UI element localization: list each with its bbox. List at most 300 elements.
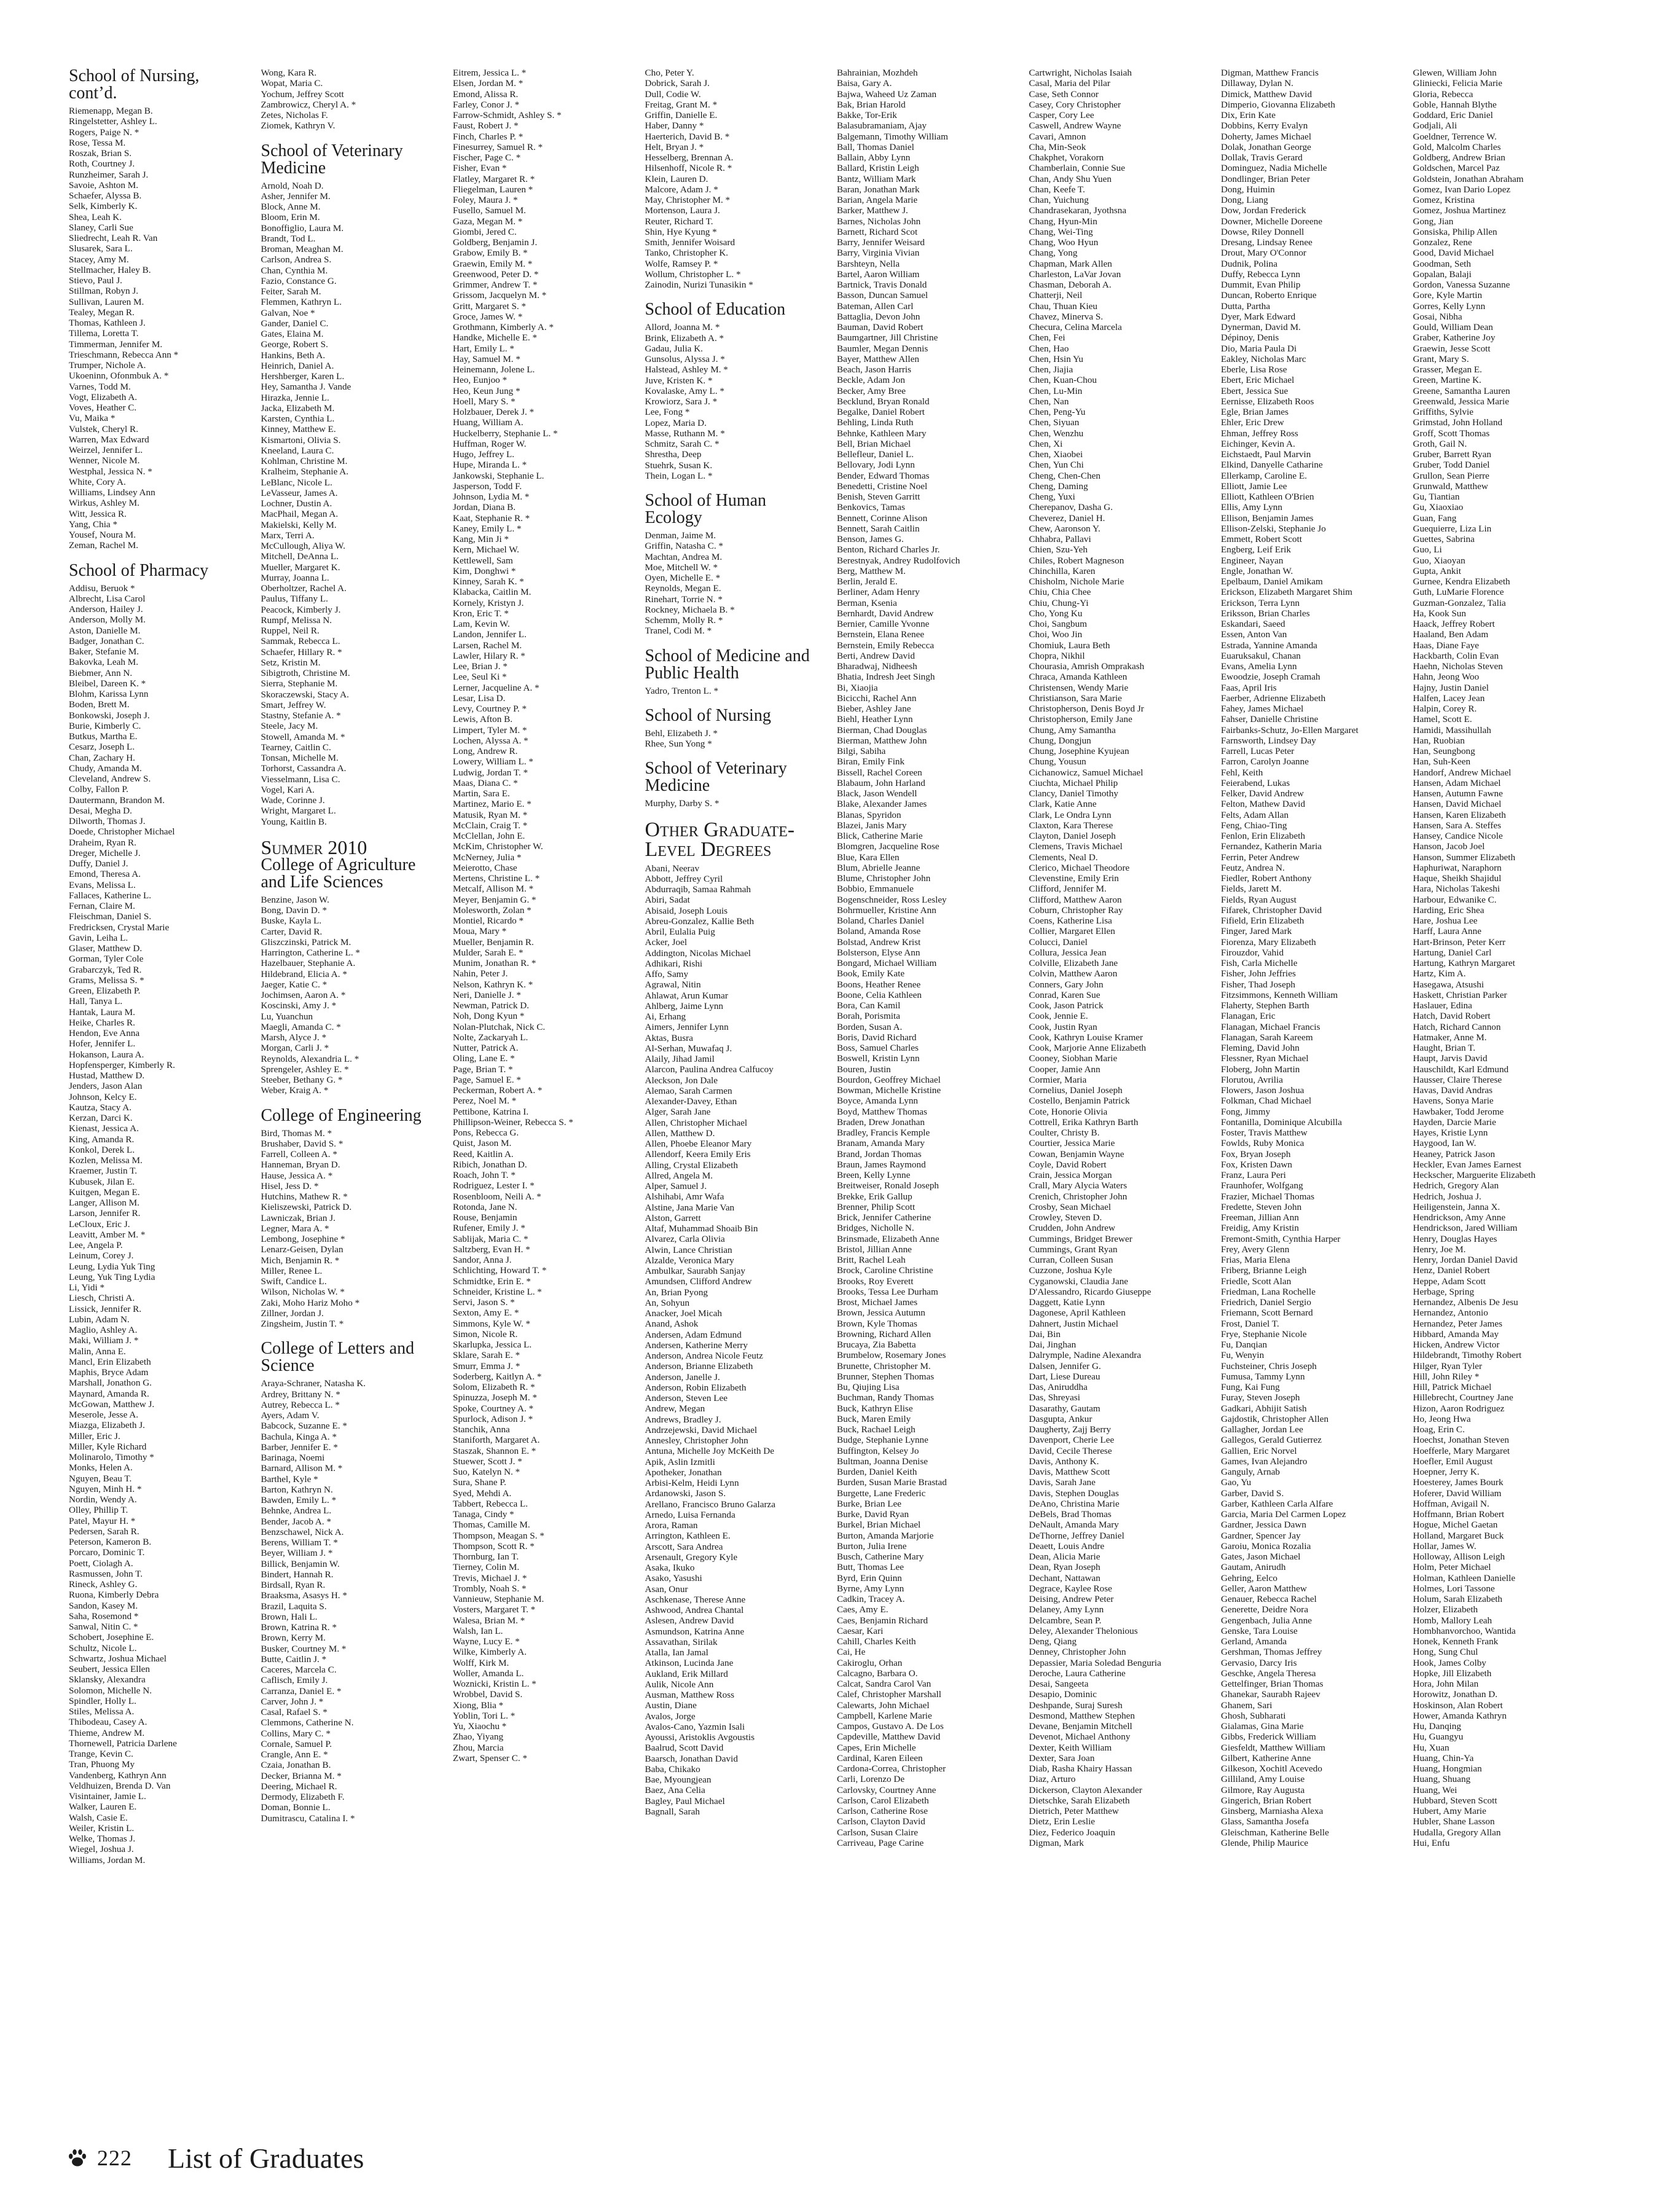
graduate-name: Tanko, Christopher K.: [645, 248, 729, 259]
graduate-name: Nelson, Kathryn K. *: [453, 979, 533, 990]
graduate-name: Brooks, Roy Everett: [837, 1276, 914, 1287]
graduate-name: Crowley, Steven D.: [1029, 1212, 1102, 1223]
graduate-name: Berti, Andrew David: [837, 650, 915, 661]
graduate-name: Hoag, Erin C.: [1413, 1424, 1465, 1435]
graduate-name: Dasgupta, Ankur: [1029, 1413, 1092, 1424]
graduate-name: Pettibone, Katrina I.: [453, 1106, 529, 1117]
graduate-name: Hustad, Matthew D.: [69, 1070, 145, 1081]
school-section: [1029, 68, 1209, 1848]
graduate-name: Book, Emily Kate: [837, 968, 905, 979]
graduate-name: Cheverez, Daniel H.: [1029, 512, 1105, 524]
graduate-name: Reuter, Richard T.: [645, 216, 713, 227]
graduate-name: Becklund, Bryan Ronald: [837, 396, 930, 407]
graduate-name: Bieber, Ashley Jane: [837, 704, 911, 714]
graduate-name: Cyganowski, Claudia Jane: [1029, 1276, 1129, 1287]
graduate-name: Chinchilla, Karen: [1029, 565, 1096, 576]
graduate-name: Chapman, Mark Allen: [1029, 258, 1112, 269]
graduate-name: Huang, Wei: [1413, 1784, 1457, 1795]
graduate-name: Coburn, Christopher Ray: [1029, 904, 1123, 916]
graduate-name: Friedrich, Daniel Sergio: [1221, 1297, 1311, 1308]
graduate-name: Christopherson, Denis Boyd Jr: [1029, 704, 1144, 714]
graduate-name: Ambulkar, Saurabh Sanjay: [645, 1266, 745, 1276]
graduate-name: Addington, Nicolas Michael: [645, 947, 751, 959]
graduate-name: Aukland, Erik Millard: [645, 1668, 728, 1679]
graduate-name: Rufener, Emily J. *: [453, 1223, 525, 1234]
graduate-name: Baran, Jonathan Mark: [837, 184, 920, 195]
graduate-name: McNerney, Julia *: [453, 852, 522, 863]
graduate-name: Grabarczyk, Ted R.: [69, 964, 142, 975]
graduate-name: Thornburg, Ian T.: [453, 1551, 519, 1562]
graduate-name: Geller, Aaron Matthew: [1221, 1583, 1307, 1594]
graduate-name: Cheng, Daming: [1029, 480, 1088, 492]
graduate-name: Bender, Edward Thomas: [837, 470, 930, 481]
graduate-name: Gould, William Dean: [1413, 322, 1493, 332]
graduate-column: [69, 68, 249, 2129]
graduate-name: Nahin, Peter J.: [453, 968, 508, 979]
graduate-name: Eichinger, Kevin A.: [1221, 438, 1295, 449]
graduate-name: Crosby, Sean Michael: [1029, 1201, 1112, 1212]
graduate-name: Flanagan, Michael Francis: [1221, 1021, 1320, 1032]
graduate-name: Timmerman, Jennifer M.: [69, 339, 163, 350]
graduate-name: Young, Kaitlin B.: [261, 816, 327, 827]
graduate-name: Wopat, Maria C.: [261, 78, 323, 89]
graduate-name: Hu, Xuan: [1413, 1742, 1449, 1753]
graduate-name: Affo, Samy: [645, 969, 689, 979]
graduate-name: Dynerman, David M.: [1221, 322, 1301, 332]
graduate-name: Fenlon, Erin Elizabeth: [1221, 831, 1306, 841]
graduate-name: Dreger, Michelle J.: [69, 847, 141, 858]
graduate-name: Devenot, Michael Anthony: [1029, 1732, 1131, 1743]
graduate-name: Lubin, Adam N.: [69, 1314, 130, 1325]
graduate-name: Rouse, Benjamin: [453, 1212, 517, 1223]
graduate-name: Ghanem, Sari: [1221, 1700, 1273, 1711]
graduate-name: Fazio, Constance G.: [261, 275, 337, 286]
graduate-name: Geschke, Angela Theresa: [1221, 1668, 1316, 1679]
graduate-name: Hazelbauer, Stephanie A.: [261, 958, 356, 969]
graduate-name: Altaf, Muhammad Shoaib Bin: [645, 1223, 758, 1234]
graduate-name: Deshpande, Suraj Suresh: [1029, 1700, 1123, 1711]
graduate-name: Eakley, Nicholas Marc: [1221, 353, 1306, 364]
graduate-name: Calcagno, Barbara O.: [837, 1668, 918, 1679]
graduate-name: Bellefleur, Daniel L.: [837, 449, 914, 460]
graduate-name: Shin, Hye Kyung *: [645, 226, 717, 237]
graduate-name: Hildebrandt, Timothy Robert: [1413, 1350, 1522, 1361]
graduate-name: Dobbins, Kerry Evalyn: [1221, 120, 1308, 131]
graduate-name: Gavin, Leiha L.: [69, 932, 128, 943]
graduate-name: Chien, Szu-Yeh: [1029, 544, 1088, 555]
graduate-name: Collier, Margaret Ellen: [1029, 926, 1115, 937]
graduate-name: Chamberlain, Connie Sue: [1029, 163, 1125, 174]
graduate-name: Alzalde, Veronica Mary: [645, 1255, 734, 1266]
graduate-name: Alwin, Lance Christian: [645, 1244, 732, 1255]
graduate-name: Alling, Crystal Elizabeth: [645, 1159, 738, 1171]
graduate-name: Soderberg, Kaitlyn A. *: [453, 1371, 542, 1382]
graduate-name: Bierman, Chad Douglas: [837, 724, 927, 735]
graduate-name: Haehn, Nicholas Steven: [1413, 661, 1503, 672]
graduate-name: Torhorst, Cassandra A.: [261, 763, 347, 774]
graduate-name: Smart, Jeffrey W.: [261, 699, 326, 710]
graduate-name: DeBels, Brad Thomas: [1029, 1509, 1112, 1520]
graduate-name: Murphy, Darby S. *: [645, 798, 720, 809]
graduate-name: Bradley, Francis Kemple: [837, 1128, 930, 1138]
graduate-name: Bridges, Nicholle N.: [837, 1223, 914, 1234]
graduate-name: Dexter, Keith William: [1029, 1742, 1112, 1753]
graduate-name: Cleveland, Andrew S.: [69, 774, 151, 784]
graduate-name: Tearney, Caitlin C.: [261, 742, 331, 753]
graduate-name: LeCloux, Eric J.: [69, 1218, 130, 1230]
graduate-name: Homb, Mallory Leah: [1413, 1615, 1492, 1626]
section-heading: [69, 562, 249, 579]
graduate-name: Zeman, Rachel M.: [69, 540, 139, 551]
graduate-name: Fontanilla, Dominique Alcubilla: [1221, 1116, 1342, 1128]
graduate-name: Daugherty, Zajj Berry: [1029, 1424, 1112, 1435]
graduate-name: Fitzsimmons, Kenneth William: [1221, 989, 1338, 1000]
graduate-name: Dechant, Nattawan: [1029, 1572, 1100, 1583]
graduate-name: Adhikari, Rishi: [645, 958, 703, 969]
school-section: [645, 820, 825, 1818]
graduate-name: Hoffmann, Brian Robert: [1413, 1509, 1505, 1520]
graduate-name: Hernandez, Peter James: [1413, 1318, 1502, 1329]
graduate-name: Meyer, Benjamin G. *: [453, 894, 536, 905]
graduate-name: Page, Samuel E. *: [453, 1074, 521, 1085]
graduate-name: Holland, Margaret Buck: [1413, 1530, 1504, 1541]
graduate-name: Zillner, Jordan J.: [261, 1308, 324, 1319]
graduate-name: Trombly, Noah S. *: [453, 1583, 527, 1594]
graduate-name: Chen, Hsin Yu: [1029, 353, 1083, 364]
graduate-name: Andrews, Bradley J.: [645, 1414, 721, 1425]
graduate-name: Kovalaske, Amy L. *: [645, 385, 724, 396]
graduate-name: Chraca, Amanda Kathleen: [1029, 672, 1128, 683]
graduate-name: Dexter, Sara Joan: [1029, 1752, 1095, 1763]
graduate-name: Hernandez, Antonio: [1413, 1308, 1488, 1319]
graduate-name: Duffy, Rebecca Lynn: [1221, 269, 1301, 280]
graduate-name: Hart, Emily L. *: [453, 343, 514, 354]
graduate-name: Gialamas, Gina Marie: [1221, 1721, 1304, 1732]
school-heading: School of Nursing: [645, 705, 771, 725]
graduate-name: Andersen, Katherine Merry: [645, 1339, 748, 1351]
graduate-name: Patel, Mayur H. *: [69, 1515, 136, 1526]
graduate-name: Chan, Yuichung: [1029, 195, 1089, 205]
graduate-name: Noh, Dong Kyun *: [453, 1011, 525, 1022]
graduate-name: Burgette, Lane Frederic: [837, 1488, 926, 1499]
graduate-name: Spurlock, Adison J. *: [453, 1413, 533, 1424]
graduate-name: Fox, Bryan Joseph: [1221, 1148, 1291, 1159]
graduate-name: Butt, Thomas Lee: [837, 1562, 904, 1573]
graduate-name: Dio, Maria Paula Di: [1221, 343, 1297, 354]
graduate-name: Harrington, Catherine L. *: [261, 947, 361, 958]
graduate-name: Friedle, Scott Alan: [1221, 1276, 1292, 1287]
graduate-name: Christianson, Sara Marie: [1029, 692, 1122, 704]
graduate-name: Boris, David Richard: [837, 1032, 917, 1043]
graduate-name: Brost, Michael James: [837, 1297, 918, 1308]
graduate-name: Desmond, Matthew Stephen: [1029, 1710, 1135, 1721]
graduate-name: Black, Jason Wendell: [837, 788, 917, 799]
graduate-name: Marx, Terri A.: [261, 530, 315, 541]
graduate-name: Gore, Kyle Martin: [1413, 290, 1483, 301]
graduate-name: Chudy, Amanda M.: [69, 763, 142, 774]
graduate-name: Grimstad, John Holland: [1413, 417, 1503, 428]
graduate-name: Hartung, Kathryn Margaret: [1413, 958, 1515, 968]
graduate-name: Li, Yidi *: [69, 1282, 105, 1293]
graduate-name: Arscott, Sara Andrea: [645, 1541, 723, 1552]
graduate-name: Goddard, Eric Daniel: [1413, 110, 1493, 120]
graduate-name: Gurnee, Kendra Elizabeth: [1413, 576, 1510, 587]
graduate-name: Rodriguez, Lester I. *: [453, 1180, 535, 1191]
graduate-column: [1029, 68, 1209, 2129]
graduate-name: Godjali, Ali: [1413, 120, 1457, 131]
section-heading: [261, 1107, 441, 1124]
graduate-name: May, Christopher M. *: [645, 195, 731, 205]
graduate-name: Hoefferle, Mary Margaret: [1413, 1445, 1510, 1456]
graduate-name: Fehl, Keith: [1221, 767, 1263, 778]
graduate-name: Arora, Raman: [645, 1520, 698, 1531]
graduate-name: Havens, Sonya Marie: [1413, 1096, 1494, 1107]
graduate-name: Schlichting, Howard T. *: [453, 1265, 547, 1276]
graduate-name: Ardanowski, Jason S.: [645, 1488, 726, 1499]
graduate-name: Chang, Hyun-Min: [1029, 216, 1097, 227]
graduate-name: Dowse, Riley Donnell: [1221, 226, 1304, 237]
graduate-name: Allen, Phoebe Eleanor Mary: [645, 1139, 752, 1149]
graduate-name: Abreu-Gonzalez, Kallie Beth: [645, 916, 755, 927]
page-number: 222: [97, 2146, 132, 2170]
graduate-name: Schmitz, Sarah C. *: [645, 439, 720, 449]
graduate-name: Vulstek, Cheryl R.: [69, 423, 138, 434]
graduate-name: Mueller, Benjamin R.: [453, 936, 534, 947]
graduate-name: Hansey, Candice Nicole: [1413, 831, 1503, 841]
graduate-name: Clayton, Daniel Joseph: [1029, 831, 1116, 841]
graduate-name: Metcalf, Allison M. *: [453, 884, 534, 895]
graduate-name: Eitrem, Jessica L. *: [453, 68, 527, 78]
graduate-name: Bogenschneider, Ross Lesley: [837, 894, 947, 905]
graduate-name: Christopherson, Emily Jane: [1029, 714, 1132, 725]
graduate-name: Brown, Kerry M.: [261, 1633, 326, 1644]
graduate-name: Grasser, Megan E.: [1413, 364, 1482, 375]
school-section: [261, 143, 441, 827]
graduate-name: Denman, Jaime M.: [645, 530, 716, 541]
graduate-name: Erickson, Terra Lynn: [1221, 597, 1300, 608]
graduate-name: Meierotto, Chase: [453, 862, 517, 873]
graduate-name: Steeber, Bethany G. *: [261, 1075, 343, 1085]
graduate-name: Glende, Philip Maurice: [1221, 1837, 1309, 1848]
graduate-name: Anderson, Hailey J.: [69, 604, 143, 614]
graduate-name: Caswell, Andrew Wayne: [1029, 120, 1121, 131]
graduate-name: Haack, Jeffrey Robert: [1413, 619, 1495, 629]
term-heading: Summer 2010: [261, 836, 367, 858]
graduate-name: Harding, Eric Shea: [1413, 904, 1484, 916]
graduate-name: Glass, Samantha Josefa: [1221, 1816, 1309, 1827]
graduate-name: Ayoussi, Aristoklis Avgoustis: [645, 1732, 755, 1743]
graduate-name: Hatch, David Robert: [1413, 1011, 1491, 1022]
graduate-name: Cho, Yong Ku: [1029, 608, 1083, 619]
graduate-name: Chung, Dongjun: [1029, 735, 1091, 746]
graduate-name: Bicicchi, Rachel Ann: [837, 692, 917, 704]
section-heading: [645, 760, 825, 794]
graduate-name: McCullough, Aliya W.: [261, 541, 346, 551]
graduate-name: Helt, Bryan J. *: [645, 141, 704, 152]
graduate-name: Balasubramaniam, Ajay: [837, 120, 927, 131]
graduate-name: Busker, Courtney M. *: [261, 1643, 347, 1654]
graduate-name: Lerner, Jacqueline A. *: [453, 682, 539, 693]
graduate-name: Hansen, Autumn Fawne: [1413, 788, 1503, 799]
graduate-name: Asako, Yasushi: [645, 1573, 702, 1584]
graduate-name: Wade, Corinne J.: [261, 795, 325, 806]
school-section: [645, 760, 825, 809]
graduate-name: Fusello, Samuel M.: [453, 205, 526, 216]
graduate-name: Bultman, Joanna Denise: [837, 1456, 928, 1467]
graduate-name: Friemann, Scott Bernard: [1221, 1308, 1313, 1319]
graduate-name: Lembong, Josephine *: [261, 1234, 345, 1244]
graduate-name: Deaett, Louis Andre: [1029, 1540, 1105, 1551]
graduate-name: Elkind, Danyelle Catharine: [1221, 460, 1323, 471]
graduate-name: McClain, Craig T. *: [453, 820, 528, 831]
graduate-name: Bernhardt, David Andrew: [837, 608, 934, 619]
graduate-name: Anderson, Janelle J.: [645, 1371, 720, 1382]
graduate-column: [1221, 68, 1401, 2129]
graduate-name: Hamidi, Massihullah: [1413, 724, 1491, 735]
graduate-name: Arnold, Noah D.: [261, 180, 324, 191]
graduate-name: Anand, Ashok: [645, 1319, 699, 1330]
graduate-name: Hoefler, Emil August: [1413, 1456, 1493, 1467]
graduate-name: Calcat, Sandra Carol Van: [837, 1679, 931, 1689]
graduate-name: Boone, Celia Kathleen: [837, 989, 922, 1000]
graduate-name: Dietz, Erin Leslie: [1029, 1816, 1096, 1827]
graduate-name: Grabow, Emily B. *: [453, 248, 528, 259]
graduate-name: Jasperson, Todd F.: [453, 480, 522, 492]
graduate-name: Casal, Rafael S. *: [261, 1707, 327, 1717]
graduate-name: Green, Martine K.: [1413, 375, 1481, 386]
graduate-name: Lochner, Dustin A.: [261, 498, 332, 509]
graduate-name: Gorres, Kelly Lynn: [1413, 300, 1486, 312]
graduate-name: Arbisi-Kelm, Heidi Lynn: [645, 1478, 739, 1488]
graduate-name: Kornely, Kristyn J.: [453, 597, 524, 608]
graduate-name: Galvan, Noe *: [261, 307, 315, 318]
graduate-name: Schaefer, Hillary R. *: [261, 646, 342, 657]
graduate-name: Makielski, Kelly M.: [261, 519, 337, 530]
graduate-name: Ludwig, Jordan T. *: [453, 767, 528, 778]
graduate-name: Carli, Lorenzo De: [837, 1774, 905, 1785]
graduate-name: White, Cory A.: [69, 476, 126, 487]
graduate-name: Arrington, Kathleen E.: [645, 1531, 731, 1542]
graduate-name: Bak, Brian Harold: [837, 99, 906, 110]
graduate-name: Bagnall, Sarah: [645, 1806, 700, 1817]
graduate-name: Dermody, Elizabeth F.: [261, 1792, 345, 1802]
graduate-name: Flanagan, Eric: [1221, 1011, 1276, 1022]
graduate-name: Bennett, Sarah Caitlin: [837, 523, 920, 534]
graduate-name: Flowers, Jason Joshua: [1221, 1085, 1304, 1096]
graduate-name: Finesurrey, Samuel R. *: [453, 141, 543, 152]
graduate-name: Yadro, Trenton L. *: [645, 685, 719, 696]
graduate-name: Amundsen, Clifford Andrew: [645, 1276, 752, 1287]
graduate-name: Cardona-Correa, Christopher: [837, 1763, 946, 1774]
graduate-name: Tran, Phuong My: [69, 1759, 135, 1770]
graduate-name: Mortenson, Laura J.: [645, 205, 720, 216]
graduate-name: Becker, Amy Bree: [837, 385, 906, 396]
graduate-name: Hatch, Richard Cannon: [1413, 1021, 1501, 1032]
graduate-name: Deroche, Laura Catherine: [1029, 1668, 1126, 1679]
graduate-name: Gershman, Thomas Jeffrey: [1221, 1647, 1322, 1658]
graduate-name: Thomas, Camille M.: [453, 1520, 530, 1531]
graduate-name: Bohrmueller, Kristine Ann: [837, 904, 936, 916]
graduate-name: Chen, Yun Chi: [1029, 460, 1084, 471]
graduate-name: Alshihabi, Amr Wafa: [645, 1191, 724, 1202]
graduate-name: Cook, Justin Ryan: [1029, 1021, 1097, 1032]
graduate-name: Cai, He: [837, 1647, 866, 1658]
graduate-name: Ciuchta, Michael Philip: [1029, 777, 1118, 788]
graduate-name: Lawler, Hilary R. *: [453, 650, 525, 661]
graduate-name: Clerico, Michael Theodore: [1029, 862, 1130, 873]
graduate-name: Murray, Joanna L.: [261, 572, 329, 583]
graduate-name: Schwartz, Joshua Michael: [69, 1653, 167, 1664]
graduate-name: Hansen, Adam Michael: [1413, 777, 1501, 788]
graduate-name: Hesselberg, Brennan A.: [645, 152, 734, 163]
graduate-name: Ferrin, Peter Andrew: [1221, 852, 1300, 863]
graduate-name: Boons, Heather Renee: [837, 979, 921, 990]
graduate-name: Al-Serhan, Muwafaq J.: [645, 1043, 732, 1054]
graduate-name: Yousef, Noura M.: [69, 530, 136, 540]
school-section: [645, 492, 825, 637]
graduate-name: Branam, Amanda Mary: [837, 1138, 925, 1149]
graduate-name: Holum, Sarah Elizabeth: [1413, 1594, 1503, 1604]
graduate-name: Haaland, Ben Adam: [1413, 629, 1489, 640]
graduate-name: Allen, Christopher Michael: [645, 1117, 748, 1128]
graduate-name: Ghanekar, Saurabh Rajeev: [1221, 1689, 1320, 1700]
graduate-name: Mitchell, DeAnna L.: [261, 551, 339, 562]
graduate-name: Westphal, Jessica N. *: [69, 466, 152, 477]
graduate-name: Mancl, Erin Elizabeth: [69, 1356, 151, 1367]
graduate-name: Barry, Virginia Vivian: [837, 248, 920, 259]
graduate-name: Hubert, Amy Marie: [1413, 1806, 1486, 1816]
graduate-name: Oling, Lane E. *: [453, 1053, 515, 1064]
graduate-name: Heike, Charles R.: [69, 1017, 135, 1028]
graduate-name: Byrd, Erin Quinn: [837, 1572, 902, 1583]
graduate-name: McGowan, Matthew J.: [69, 1398, 155, 1410]
graduate-name: Nolte, Zackaryah L.: [453, 1032, 528, 1043]
graduate-name: Barnett, Richard Scot: [837, 226, 918, 237]
graduate-name: Stanchik, Anna: [453, 1424, 510, 1435]
graduate-name: Tealey, Megan R.: [69, 307, 135, 318]
graduate-name: Monks, Helen A.: [69, 1462, 133, 1473]
graduate-name: Eriksson, Brian Charles: [1221, 608, 1310, 619]
graduate-name: Collins, Mary C. *: [261, 1728, 331, 1739]
graduate-name: Rhee, Sun Yong *: [645, 739, 712, 749]
graduate-name: Holzbauer, Derek J. *: [453, 407, 535, 417]
graduate-name: Kern, Michael W.: [453, 544, 519, 555]
graduate-name: Duncan, Roberto Enrique: [1221, 290, 1317, 301]
graduate-name: Gibbs, Frederick William: [1221, 1732, 1316, 1743]
graduate-name: Cottrell, Erika Kathryn Barth: [1029, 1116, 1139, 1128]
graduate-name: Kraemer, Justin T.: [69, 1166, 138, 1177]
graduate-name: Boland, Amanda Rose: [837, 926, 921, 937]
graduate-name: Lowery, William L. *: [453, 756, 533, 767]
graduate-name: Varnes, Todd M.: [69, 381, 131, 392]
graduate-name: Witt, Jessica R.: [69, 508, 127, 519]
graduate-name: Servi, Jason S. *: [453, 1297, 515, 1308]
graduate-name: Bell, Brian Michael: [837, 438, 911, 449]
graduate-name: Gadkari, Abhijit Satish: [1221, 1403, 1307, 1414]
graduate-name: Haught, Brian T.: [1413, 1043, 1476, 1053]
graduate-name: Berg, Matthew M.: [837, 565, 906, 576]
graduate-name: Gates, Elaina M.: [261, 329, 324, 339]
graduate-name: Haslauer, Edina: [1413, 1000, 1472, 1011]
graduate-name: Molinarolo, Timothy *: [69, 1452, 154, 1462]
graduate-name: Wenner, Nicole M.: [69, 455, 140, 466]
graduate-name: Frost, Daniel T.: [1221, 1318, 1279, 1329]
graduate-name: Clevenstine, Emily Erin: [1029, 873, 1119, 884]
graduate-name: Carranza, Daniel E. *: [261, 1685, 342, 1696]
graduate-name: Bristol, Jillian Anne: [837, 1244, 912, 1255]
graduate-name: Gilbert, Katherine Anne: [1221, 1752, 1311, 1763]
graduate-name: Dalsen, Jennifer G.: [1029, 1360, 1101, 1371]
